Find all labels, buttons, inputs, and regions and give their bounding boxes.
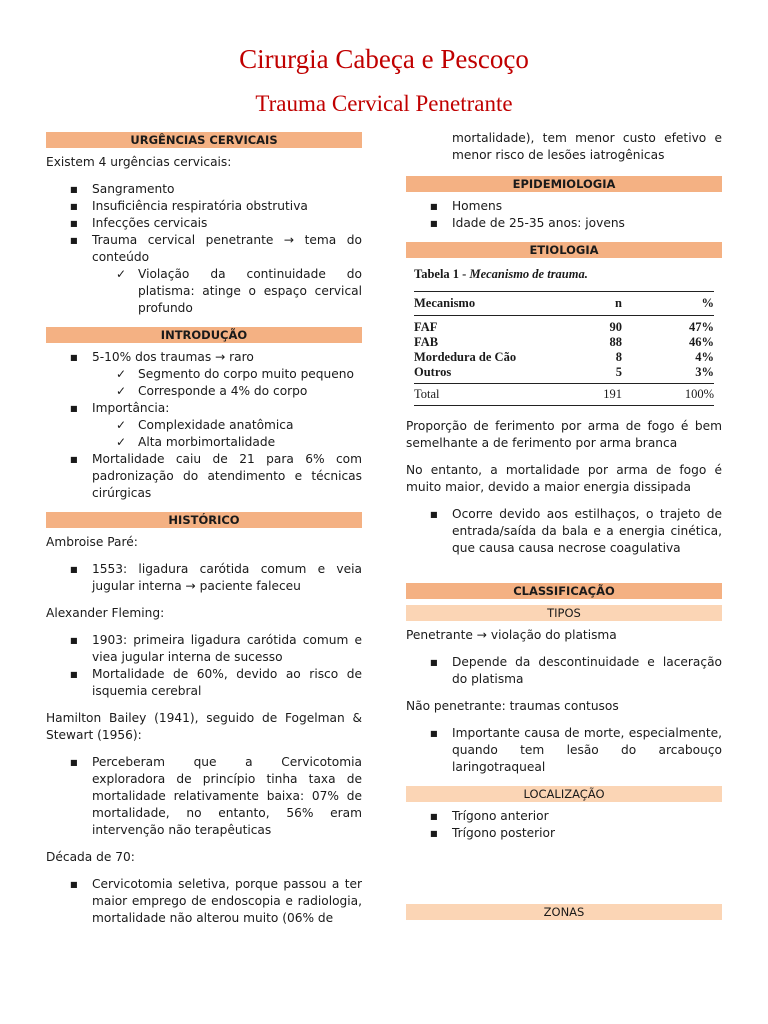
square-bullet-icon: ■ xyxy=(430,219,438,228)
square-bullet-icon: ■ xyxy=(430,658,438,667)
mechanism-table xyxy=(414,266,714,406)
list-item: ■ Sangramento xyxy=(70,182,175,196)
section-header-epidemiologia: EPIDEMIOLOGIA xyxy=(406,176,722,192)
subsection-header-localizacao: LOCALIZAÇÃO xyxy=(406,786,722,802)
tipos-penetrante: Penetrante → violação do platisma xyxy=(406,628,617,642)
list-item: ■ 1553: ligadura carótida comum e veia jugular interna → paciente faleceu xyxy=(70,562,362,593)
table-caption: Tabela 1 - Mecanismo de trauma. xyxy=(414,267,588,281)
square-bullet-icon: ■ xyxy=(430,510,438,519)
etiologia-list xyxy=(406,506,722,557)
list-item: ■ Mortalidade de 60%, devido ao risco de isquemia cerebral xyxy=(70,667,362,698)
etiologia-paragraph-2: No entanto, a mortalidade por arma de fogo é muito maior, devido a maior energia dissipada xyxy=(406,463,722,494)
table-header-cell: Mecanismo xyxy=(414,292,552,316)
list-item: ■ Homens xyxy=(430,199,503,213)
list-subitem: ✓ Corresponde a 4% do corpo xyxy=(116,384,308,398)
table-total-row: Total 191 100% xyxy=(414,384,714,406)
etiologia-paragraph-1: Proporção de ferimento por arma de fogo é bem semelhante a de ferimento por arma branca xyxy=(406,419,722,450)
list-item: ■ 1903: primeira ligadura carótida comum e viea jugular interna de sucesso xyxy=(70,633,362,664)
historico-decada: Década de 70: xyxy=(46,850,135,864)
epidemiologia-list xyxy=(406,198,722,232)
square-bullet-icon: ■ xyxy=(70,880,78,889)
square-bullet-icon: ■ xyxy=(70,670,78,679)
historico-pare-list xyxy=(46,561,362,595)
urgencias-intro: Existem 4 urgências cervicais: xyxy=(46,155,232,169)
square-bullet-icon: ■ xyxy=(70,758,78,767)
list-item: ■ Idade de 25-35 anos: jovens xyxy=(430,216,625,230)
square-bullet-icon: ■ xyxy=(70,202,78,211)
square-bullet-icon: ■ xyxy=(70,565,78,574)
list-item: ■ Mortalidade caiu de 21 para 6% com padronização do atendimento e técnicas cirúrgicas xyxy=(70,452,362,500)
square-bullet-icon: ■ xyxy=(70,353,78,362)
document-subtitle: Trauma Cervical Penetrante xyxy=(255,91,513,116)
table-header-cell: % xyxy=(634,292,714,316)
square-bullet-icon: ■ xyxy=(430,812,438,821)
left-column xyxy=(46,132,362,937)
list-item-continuation: mortalidade), tem menor custo efetivo e menor risco de lesões iatrogênicas xyxy=(452,131,722,162)
checkmark-icon: ✓ xyxy=(116,435,127,449)
table-row: FAB 88 46% xyxy=(414,335,714,349)
list-subitem: ✓ Complexidade anatômica xyxy=(116,418,294,432)
list-item: ■ Trauma cervical penetrante → tema do conteúdo xyxy=(70,233,362,264)
list-item: ■ Trígono posterior xyxy=(430,826,555,840)
list-item: ■ Insuficiência respiratória obstrutiva xyxy=(70,199,308,213)
tipos-penetrante-list xyxy=(406,654,722,688)
table-header-cell: n xyxy=(552,292,634,316)
historico-fleming-list xyxy=(46,632,362,700)
square-bullet-icon: ■ xyxy=(70,185,78,194)
historico-fleming: Alexander Fleming: xyxy=(46,606,165,620)
checkmark-icon: ✓ xyxy=(116,418,127,432)
checkmark-icon: ✓ xyxy=(116,384,127,398)
square-bullet-icon: ■ xyxy=(430,829,438,838)
list-item: ■ Depende da descontinuidade e laceração do platisma xyxy=(430,655,722,686)
historico-decada-list xyxy=(46,876,362,927)
introducao-list xyxy=(46,349,362,502)
section-header-historico: HISTÓRICO xyxy=(46,512,362,528)
historico-decada-continuation xyxy=(406,130,722,164)
list-item: ■ Cervicotomia seletiva, porque passou a ter maior emprego de endoscopia e radiologia, mortalidade não alterou muito (06% de xyxy=(70,877,362,925)
list-item: ■ Trígono anterior xyxy=(430,809,549,823)
square-bullet-icon: ■ xyxy=(70,236,78,245)
table-row: Mordedura de Cão 8 4% xyxy=(414,350,714,364)
document-title: Cirurgia Cabeça e Pescoço xyxy=(239,44,529,74)
localizacao-list xyxy=(406,808,722,842)
historico-bailey: Hamilton Bailey (1941), seguido de Fogelman & Stewart (1956): xyxy=(46,711,362,742)
list-subitem: ✓ Segmento do corpo muito pequeno xyxy=(116,367,354,381)
historico-bailey-list xyxy=(46,754,362,839)
checkmark-icon: ✓ xyxy=(116,267,127,281)
table-row: FAF 90 47% xyxy=(414,320,714,334)
square-bullet-icon: ■ xyxy=(430,202,438,211)
urgencias-list xyxy=(46,181,362,317)
section-header-urgencias: URGÊNCIAS CERVICAIS xyxy=(46,132,362,148)
list-item: ■ Importante causa de morte, especialmente, quando tem lesão do arcabouço laringotraqueal xyxy=(430,726,722,774)
list-subitem: ✓ Alta morbimortalidade xyxy=(116,435,276,449)
square-bullet-icon: ■ xyxy=(70,455,78,464)
table-row: Outros 5 3% xyxy=(414,365,714,384)
list-subitem: ✓ Violação da continuidade do platismа: atinge o espaço cervical profundo xyxy=(116,267,362,315)
right-column xyxy=(406,130,722,926)
tipos-nao-penetrante-list xyxy=(406,725,722,776)
list-item: ■ Importância: xyxy=(70,401,170,415)
historico-pare: Ambroise Paré: xyxy=(46,535,138,549)
subsection-header-zonas: ZONAS xyxy=(406,904,722,920)
subsection-header-tipos: TIPOS xyxy=(406,605,722,621)
list-item: ■ Ocorre devido aos estilhaços, o trajeto de entrada/saída da bala e a energia cinética, que causa causa necrose coagulativa xyxy=(430,507,722,555)
section-header-classificacao: CLASSIFICAÇÃO xyxy=(406,583,722,599)
square-bullet-icon: ■ xyxy=(430,729,438,738)
tipos-nao-penetrante: Não penetrante: traumas contusos xyxy=(406,699,619,713)
square-bullet-icon: ■ xyxy=(70,404,78,413)
section-header-introducao: INTRODUÇÃO xyxy=(46,327,362,343)
checkmark-icon: ✓ xyxy=(116,367,127,381)
list-item: ■ Infecções cervicais xyxy=(70,216,208,230)
square-bullet-icon: ■ xyxy=(70,636,78,645)
square-bullet-icon: ■ xyxy=(70,219,78,228)
section-header-etiologia: ETIOLOGIA xyxy=(406,242,722,258)
list-item: ■ Perceberam que a Cervicotomia exploradora de princípio tinha taxa de mortalidade relativamente baixa: 07% de mortalidade, no entanto, 56% eram intervenção não terapêuticas xyxy=(70,755,362,837)
list-item: ■ 5-10% dos traumas → raro xyxy=(70,350,254,364)
